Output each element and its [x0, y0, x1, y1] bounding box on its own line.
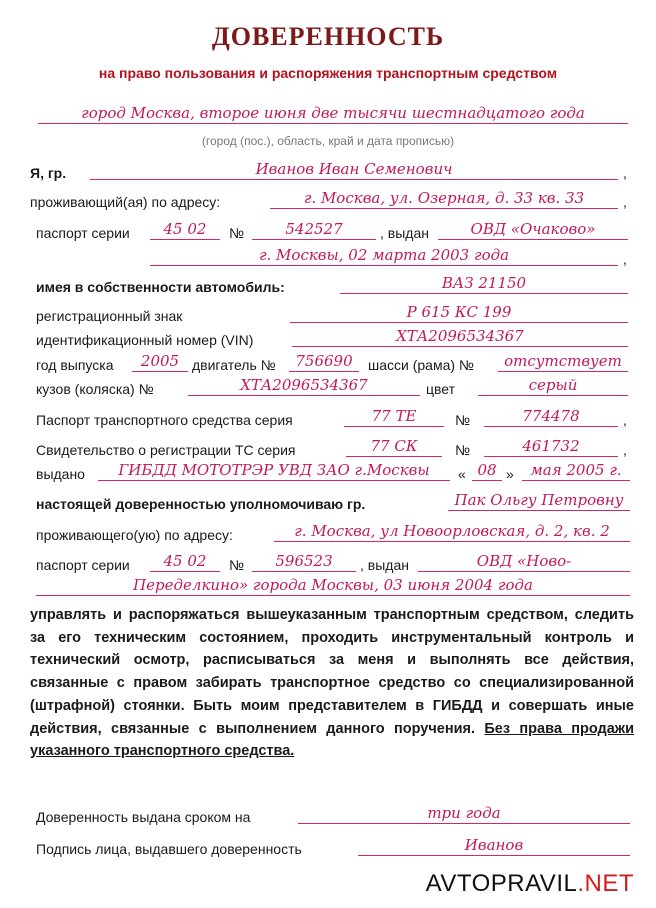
powers-text: управлять и распоряжаться вышеуказанным транспортным средством, следить за его техническим состоянием, проходить инструментальный контроль и технический осмотр, расписываться за меня и выполнять все действия, связанные с правом забирать транспортное средство со специализированной (штрафной) стоянки. Быть моим представителем в ГИБДД и совершать иные действия, связанные с выполнением данного поручения. — [30, 607, 634, 737]
no-sale-clause: Без права продажи указанного транспортного средства. — [30, 720, 634, 760]
issue-month-year: мая 2005 г. — [522, 461, 630, 481]
ownership-label: имея в собственности автомобиль: — [36, 279, 285, 295]
srts-issued-by: ГИБДД МОТОТРЭР УВД ЗАО г.Москвы — [98, 461, 450, 481]
brand-logo — [426, 870, 634, 898]
number-sign: № — [229, 557, 245, 573]
grantor-issued-by: ОВД «Очаково» — [438, 220, 628, 240]
srts-number-value: 461732 — [484, 437, 618, 457]
document-subtitle: на право пользования и распоряжения транспортным средством — [98, 65, 558, 81]
attorney-label: настоящей доверенностью уполномочиваю гр. — [36, 496, 366, 512]
brand-suffix: .NET — [577, 870, 634, 897]
vin-label: идентификационный номер (VIN) — [36, 332, 254, 348]
engine-label: двигатель № — [192, 357, 276, 373]
quote-close: » — [506, 466, 514, 482]
year-value: 2005 — [132, 352, 188, 372]
pts-series-value: 77 ТЕ — [344, 407, 444, 427]
chassis-label: шасси (рама) № — [368, 357, 474, 373]
signature-label: Подпись лица, выдавшего доверенность — [36, 841, 302, 857]
number-sign: № — [229, 225, 245, 241]
pts-series-label: Паспорт транспортного средства серия — [36, 412, 293, 428]
term-value: три года — [298, 804, 630, 824]
attorney-passport-number: 596523 — [252, 552, 356, 572]
attorney-issued-by: ОВД «Ново- — [418, 552, 630, 572]
engine-value: 756690 — [289, 352, 359, 372]
comma: , — [623, 251, 627, 267]
srts-series-label: Свидетельство о регистрации ТС серия — [36, 442, 296, 458]
chassis-value: отсутствует — [498, 352, 628, 372]
reg-sign-value: Р 615 КС 199 — [290, 303, 628, 323]
body-value: ХТА2096534367 — [188, 376, 420, 396]
grantor-address: г. Москва, ул. Озерная, д. 33 кв. 33 — [270, 189, 618, 209]
vin-value: ХТА2096534367 — [292, 327, 628, 347]
quote-open: « — [458, 466, 466, 482]
attorney-issued-label: , выдан — [360, 557, 409, 573]
document-title: ДОВЕРЕННОСТЬ — [211, 22, 445, 51]
attorney-passport-series: 45 02 — [150, 552, 220, 572]
color-value: серый — [478, 376, 628, 396]
srts-series-value: 77 СК — [346, 437, 442, 457]
grantor-address-label: проживающий(ая) по адресу: — [30, 194, 221, 210]
number-sign: № — [455, 442, 471, 458]
grantor-label: Я, гр. — [30, 165, 67, 181]
powers-paragraph — [30, 604, 634, 763]
number-sign: № — [455, 412, 471, 428]
attorney-issued-by-line2: Переделкино» города Москвы, 03 июня 2004 года — [36, 576, 630, 596]
grantor-passport-series-label: паспорт серии — [36, 225, 130, 241]
place-date-value: город Москва, второе июня две тысячи шестнадцатого года — [38, 104, 628, 124]
comma: , — [623, 412, 627, 428]
comma: , — [623, 442, 627, 458]
attorney-address-label: проживающего(ую) по адресу: — [36, 527, 233, 543]
brand-main: AVTOPRAVIL — [425, 870, 578, 897]
vehicle-model: ВАЗ 21150 — [340, 274, 628, 294]
term-label: Доверенность выдана сроком на — [36, 809, 251, 825]
grantor-issued-by-line2: г. Москвы, 02 марта 2003 года — [150, 246, 618, 266]
comma: , — [623, 194, 627, 210]
attorney-passport-series-label: паспорт серии — [36, 557, 130, 573]
place-date-caption: (город (пос.), область, край и дата прописью) — [201, 134, 455, 148]
grantor-passport-series: 45 02 — [150, 220, 220, 240]
attorney-name: Пак Ольгу Петровну — [448, 491, 630, 511]
body-label: кузов (коляска) № — [36, 381, 154, 397]
reg-sign-label: регистрационный знак — [36, 308, 183, 324]
color-label: цвет — [426, 381, 456, 397]
year-label: год выпуска — [36, 357, 114, 373]
grantor-issued-label: , выдан — [380, 225, 429, 241]
srts-issued-label: выдано — [36, 466, 85, 482]
attorney-address: г. Москва, ул Новоорловская, д. 2, кв. 2 — [274, 522, 630, 542]
grantor-passport-number: 542527 — [252, 220, 376, 240]
signature-value: Иванов — [358, 836, 630, 856]
issue-day: 08 — [472, 461, 502, 481]
grantor-name: Иванов Иван Семенович — [90, 160, 618, 180]
pts-number-value: 774478 — [484, 407, 618, 427]
comma: , — [623, 165, 627, 181]
